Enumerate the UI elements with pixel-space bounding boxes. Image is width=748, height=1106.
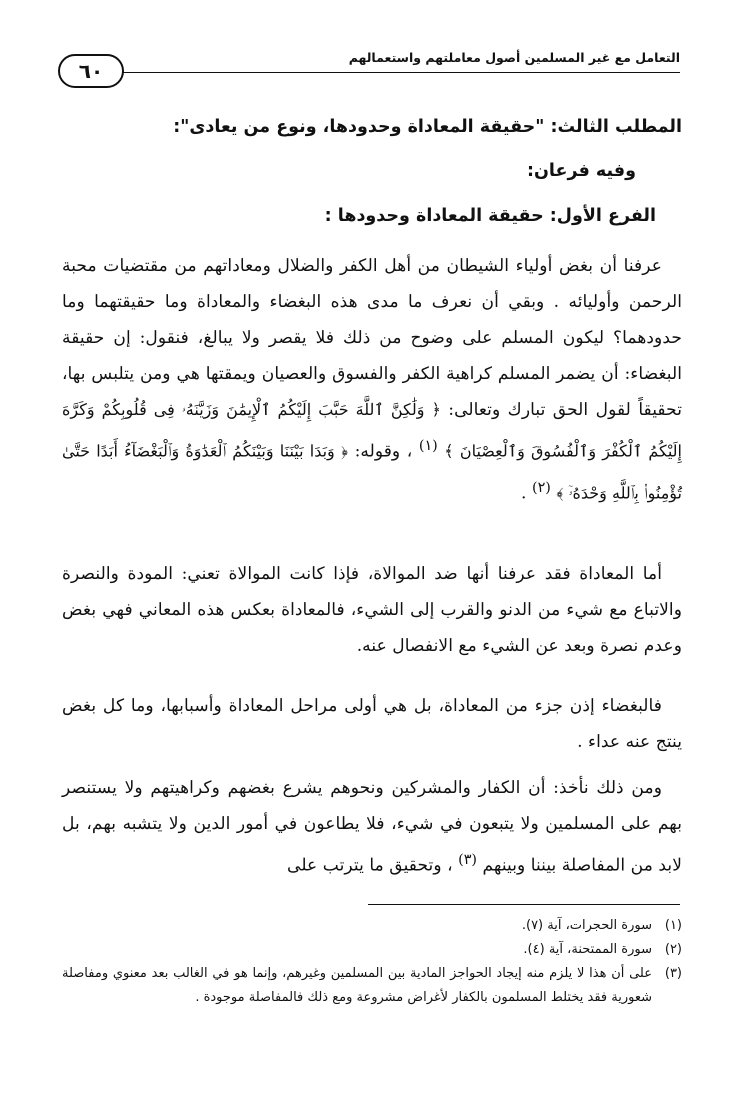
branch-one-heading: الفرع الأول: حقيقة المعاداة وحدودها : xyxy=(324,206,656,226)
quran-verse-2: ﴿ وَبَدَا بَيْنَنَا وَبَيْنَكُمُ ٱلْعَدَٰوَةُ وَٱلْبَغْضَآءُ أَبَدًا حَتَّىٰ تُؤْمِنُوا۟ بِٱللَّهِ وَحْدَهُۥٓ ﴾ xyxy=(62,441,682,503)
paragraph-1-text: عرفنا أن بغض أولياء الشيطان من أهل الكفر والضلال ومعاداتهم من مقتضيات محبة الرحمن وأوليائه . وبقي أن نعرف ما مدى هذه البغضاء والمعاداة وما حقيقتهما وما حدودهما؟ ليكون المسلم على وضوح من ذلك فلا يقصر ولا يبالغ، فنقول: إن حقيقة البغضاء: أن يضمر المسلم كراهية الكفر والفسوق والعصيان ويمقتها هي ومن يتلبس بها، تحقيقاً لقول الحق تبارك وتعالى: xyxy=(62,256,683,420)
header-title: التعامل مع غير المسلمين أصول معاملتهم واستعمالهم xyxy=(348,50,680,65)
connector-text: ، وقوله: xyxy=(354,441,413,462)
paragraph-2 xyxy=(62,556,682,664)
paragraph-4-text: ومن ذلك نأخذ: أن الكفار والمشركين ونحوهم يشرع بغضهم وكراهيتهم ولا يستنصر بهم على المسلمين ولا يتبعون في شيء، فلا يطاعون في أمور الدين ولا يتشبه بهم، بل لابد من المفاصلة بيننا وبينهم xyxy=(62,778,682,876)
paragraph-3-text: فالبغضاء إذن جزء من المعاداة، بل هي أولى مراحل المعاداة وأسبابها، وما كل بغض ينتج عنه عداء . xyxy=(62,696,682,752)
footnotes xyxy=(62,914,682,1010)
branches-heading: وفيه فرعان: xyxy=(527,161,636,181)
footnote-1 xyxy=(62,914,682,938)
footnote-3 xyxy=(62,962,682,1010)
paragraph-4 xyxy=(62,770,682,884)
paragraph-2-text: أما المعاداة فقد عرفنا أنها ضد الموالاة، فإذا كانت الموالاة تعني: المودة والنصرة والاتباع مع شيء من الدنو والقرب إلى الشيء، فالمعاداة بعكس هذه المعاني فهي بغض وعدم نصرة وبعد عن الشيء مع الانفصال عنه. xyxy=(62,564,682,656)
footnote-text: سورة الممتحنة، آية (٤). xyxy=(523,942,652,957)
footnote-separator xyxy=(368,904,680,905)
paragraph-3 xyxy=(62,688,682,760)
paragraph-1 xyxy=(62,248,682,511)
footnote-ref-3: (٣) xyxy=(458,852,477,868)
paragraph-1-end: . xyxy=(521,483,527,504)
footnote-ref-2: (٢) xyxy=(531,479,551,496)
footnote-text: على أن هذا لا يلزم منه إيجاد الحواجز المادية بين المسلمين وغيرهم، وإنما هو في الغالب بعد معنوي ومفاصلة شعورية فقد يختلط المسلمون بالكفار لأغراض مشروعة ومع ذلك فالمفاصلة موجودة . xyxy=(62,966,652,1005)
header-rule xyxy=(118,72,680,73)
footnote-number: (٢) xyxy=(664,942,682,957)
paragraph-4-tail: ، وتحقيق ما يترتب على xyxy=(287,855,453,876)
section-heading: المطلب الثالث: "حقيقة المعاداة وحدودها، ونوع من يعادى": xyxy=(173,117,682,137)
footnote-number: (١) xyxy=(664,918,682,933)
running-header xyxy=(58,40,680,102)
quran-verse-1: ﴿ وَلَٰكِنَّ ٱللَّهَ حَبَّبَ إِلَيْكُمُ ٱلْإِيمَٰنَ وَزَيَّنَهُۥ فِى قُلُوبِكُمْ وَكَرَّهَ إِلَيْكُمُ ٱلْكُفْرَ وَٱلْفُسُوقَ وَٱلْعِصْيَانَ ﴾ xyxy=(62,400,683,461)
footnote-number: (٣) xyxy=(664,966,682,981)
page-number: ٦٠ xyxy=(58,54,124,88)
footnote-ref-1: (١) xyxy=(418,438,438,454)
footnote-text: سورة الحجرات، آية (٧). xyxy=(521,918,652,933)
footnote-2 xyxy=(62,938,682,962)
